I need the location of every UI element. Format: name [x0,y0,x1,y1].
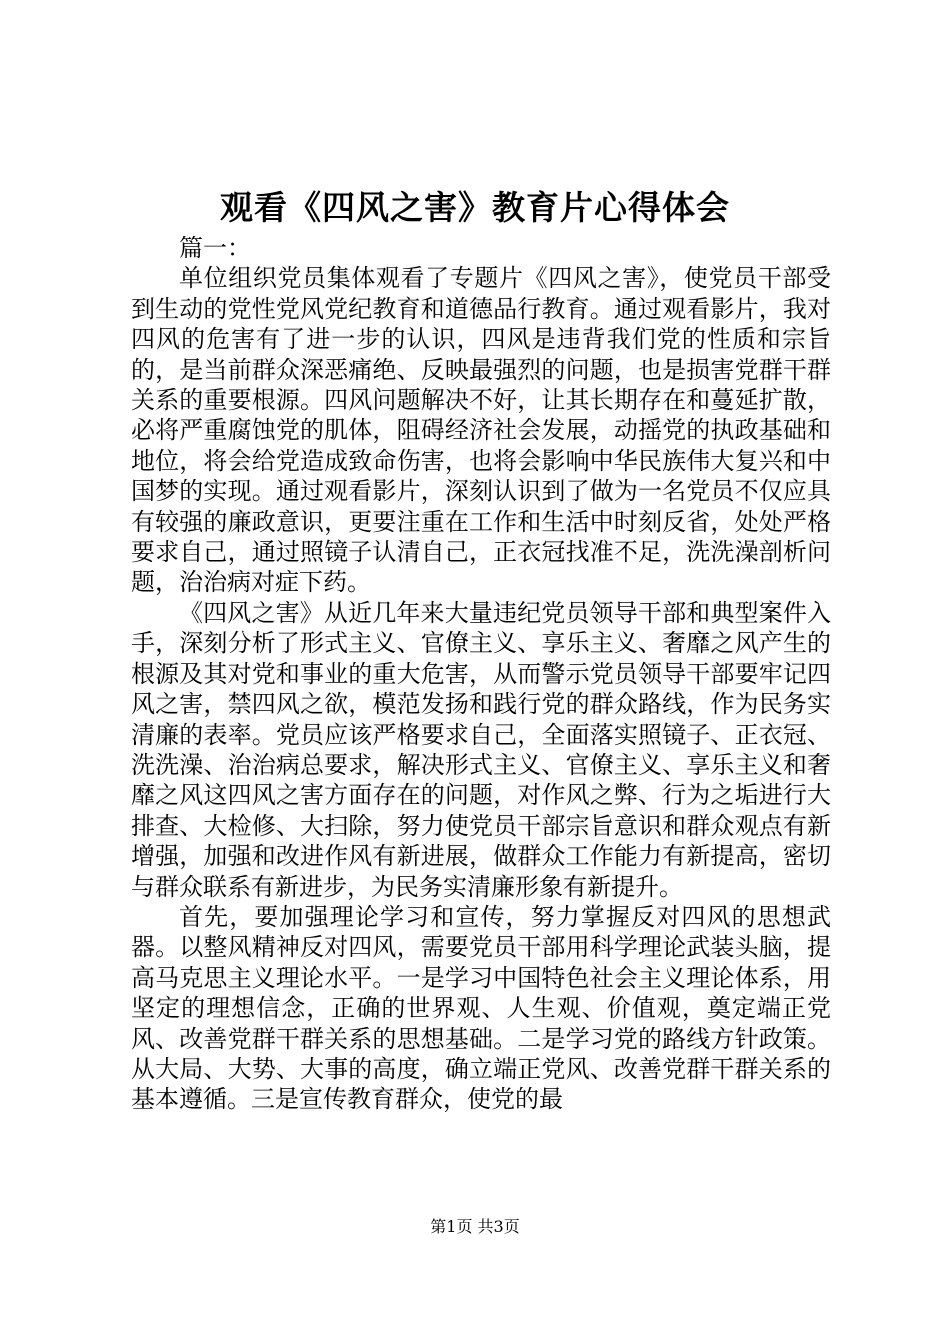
paragraph: 《四风之害》从近几年来大量违纪党员领导干部和典型案件入手，深刻分析了形式主义、官僚主义、享乐主义、奢靡之风产生的根源及其对党和事业的重大危害，从而警示党员领导干部要牢记四风之害，禁四风之欲，模范发扬和践行党的群众路线，作为民务实清廉的表率。党员应该严格要求自己，全面落实照镜子、正衣冠、洗洗澡、治治病总要求，解决形式主义、官僚主义、享乐主义和奢靡之风这四风之害方面存在的问题，对作风之弊、行为之垢进行大排查、大检修、大扫除，努力使党员干部宗旨意识和群众观点有新增强，加强和改进作风有新进展，做群众工作能力有新提高，密切与群众联系有新进步，为民务实清廉形象有新提升。 [131,598,831,901]
document-title: 观看《四风之害》教育片心得体会 [220,188,730,227]
page-number-footer: 第1页 共3页 [430,1217,520,1236]
paragraph: 首先，要加强理论学习和宣传，努力掌握反对四风的思想武器。以整风精神反对四风，需要党员干部用科学理论武装头脑，提高马克思主义理论水平。一是学习中国特色社会主义理论体系，用坚定的理想信念，正确的世界观、人生观、价值观，奠定端正党风、改善党群干群关系的思想基础。二是学习党的路线方针政策。从大局、大势、大事的高度，确立端正党风、改善党群干群关系的基本遵循。三是宣传教育群众，使党的最 [131,902,831,1114]
paragraph-section-label: 篇一： [179,234,251,262]
document-body [131,233,831,1115]
paragraph: 单位组织党员集体观看了专题片《四风之害》，使党员干部受到生动的党性党风党纪教育和道德品行教育。通过观看影片，我对四风的危害有了进一步的认识，四风是违背我们党的性质和宗旨的，是当前群众深恶痛绝、反映最强烈的问题，也是损害党群干群关系的重要根源。四风问题解决不好，让其长期存在和蔓延扩散，必将严重腐蚀党的肌体，阻碍经济社会发展，动摇党的执政基础和地位，将会给党造成致命伤害，也将会影响中华民族伟大复兴和中国梦的实现。通过观看影片，深刻认识到了做为一名党员不仅应具有较强的廉政意识，更要注重在工作和生活中时刻反省，处处严格要求自己，通过照镜子认清自己，正衣冠找准不足，洗洗澡剖析问题，治治病对症下药。 [131,264,831,597]
